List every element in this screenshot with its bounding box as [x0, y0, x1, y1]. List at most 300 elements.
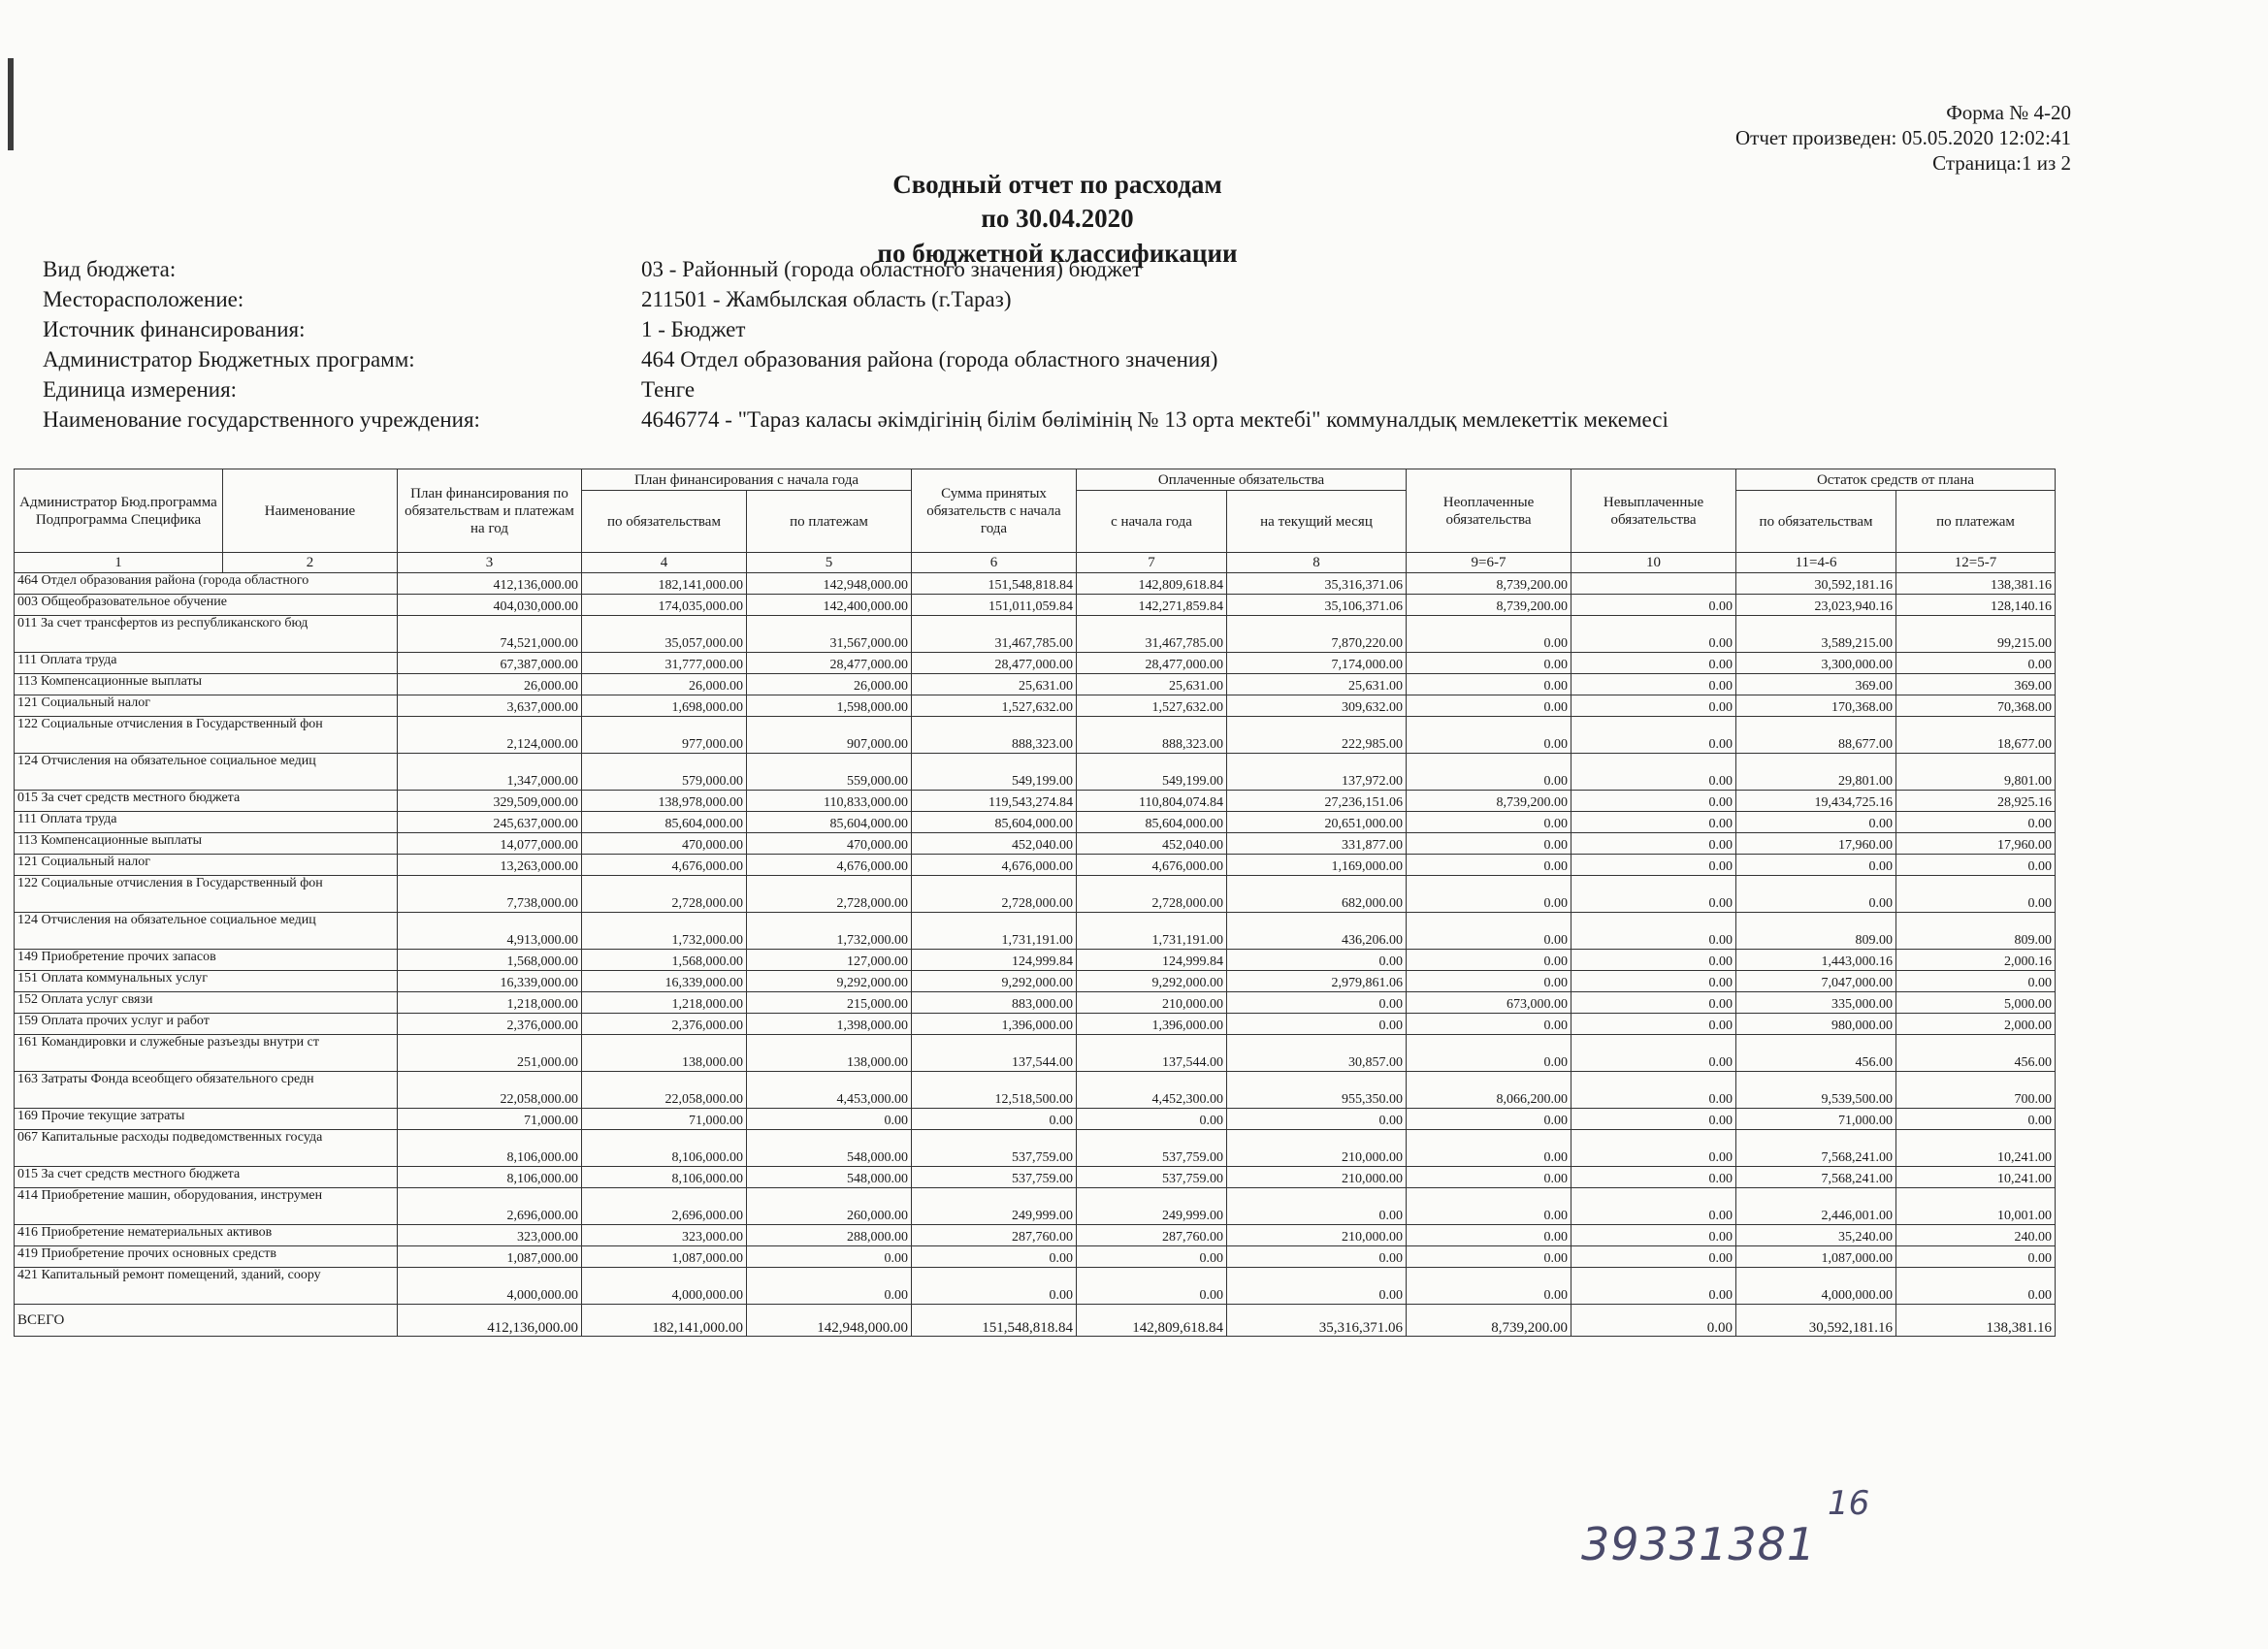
row-name: 011 За счет трансфертов из республиканского бюд — [15, 616, 398, 653]
row-cell: 0.00 — [1407, 855, 1571, 876]
row-cell: 0.00 — [1571, 1167, 1736, 1188]
col-number: 3 — [398, 553, 582, 573]
row-name: 159 Оплата прочих услуг и работ — [15, 1014, 398, 1035]
row-cell: 0.00 — [1896, 1268, 2056, 1305]
col-number: 11=4-6 — [1736, 553, 1896, 573]
row-cell: 88,677.00 — [1736, 717, 1896, 754]
row-name: 067 Капитальные расходы подведомственных госуда — [15, 1130, 398, 1167]
row-cell: 309,632.00 — [1227, 695, 1407, 717]
row-cell: 288,000.00 — [747, 1225, 912, 1246]
row-cell: 245,637,000.00 — [398, 812, 582, 833]
row-cell: 251,000.00 — [398, 1035, 582, 1072]
row-cell: 9,292,000.00 — [747, 971, 912, 992]
row-cell: 980,000.00 — [1736, 1014, 1896, 1035]
row-cell — [1571, 573, 1736, 595]
row-cell: 0.00 — [1407, 812, 1571, 833]
total-cell: 142,948,000.00 — [747, 1305, 912, 1337]
info-value: Тенге — [641, 377, 696, 402]
row-cell: 1,169,000.00 — [1227, 855, 1407, 876]
row-cell: 809.00 — [1896, 913, 2056, 950]
header-col5: по платежам — [747, 491, 912, 553]
row-cell: 170,368.00 — [1736, 695, 1896, 717]
row-cell: 215,000.00 — [747, 992, 912, 1014]
row-cell: 124,999.84 — [1077, 950, 1227, 971]
row-cell: 0.00 — [1571, 1225, 1736, 1246]
row-cell: 1,731,191.00 — [1077, 913, 1227, 950]
row-cell: 452,040.00 — [912, 833, 1077, 855]
row-cell: 1,598,000.00 — [747, 695, 912, 717]
row-cell: 0.00 — [1227, 1109, 1407, 1130]
row-cell: 1,732,000.00 — [582, 913, 747, 950]
info-label: Наименование государственного учреждения: — [43, 407, 480, 432]
row-cell: 549,199.00 — [912, 754, 1077, 791]
row-cell: 2,696,000.00 — [582, 1188, 747, 1225]
row-cell: 138,381.16 — [1896, 573, 2056, 595]
row-cell: 71,000.00 — [582, 1109, 747, 1130]
row-cell: 456.00 — [1736, 1035, 1896, 1072]
row-cell: 0.00 — [1571, 754, 1736, 791]
row-cell: 1,527,632.00 — [1077, 695, 1227, 717]
row-cell: 31,777,000.00 — [582, 653, 747, 674]
total-row — [15, 1305, 2056, 1337]
col-number: 12=5-7 — [1896, 553, 2056, 573]
row-cell: 17,960.00 — [1896, 833, 2056, 855]
row-cell: 151,548,818.84 — [912, 573, 1077, 595]
header-col12: по платежам — [1896, 491, 2056, 553]
table-row — [15, 717, 2056, 754]
row-cell: 0.00 — [1571, 855, 1736, 876]
row-cell: 138,000.00 — [747, 1035, 912, 1072]
row-cell: 13,263,000.00 — [398, 855, 582, 876]
table-row — [15, 595, 2056, 616]
row-cell: 9,539,500.00 — [1736, 1072, 1896, 1109]
row-cell: 35,240.00 — [1736, 1225, 1896, 1246]
row-cell: 0.00 — [912, 1246, 1077, 1268]
row-cell: 0.00 — [1571, 1246, 1736, 1268]
row-cell: 287,760.00 — [1077, 1225, 1227, 1246]
row-cell: 1,087,000.00 — [1736, 1246, 1896, 1268]
row-cell: 2,376,000.00 — [398, 1014, 582, 1035]
row-cell: 673,000.00 — [1407, 992, 1571, 1014]
info-label: Месторасположение: — [43, 287, 244, 311]
row-cell: 142,809,618.84 — [1077, 573, 1227, 595]
row-cell: 1,218,000.00 — [398, 992, 582, 1014]
row-cell: 1,218,000.00 — [582, 992, 747, 1014]
row-cell: 110,804,074.84 — [1077, 791, 1227, 812]
total-cell: 412,136,000.00 — [398, 1305, 582, 1337]
row-cell: 1,568,000.00 — [398, 950, 582, 971]
row-cell: 31,467,785.00 — [912, 616, 1077, 653]
row-cell: 210,000.00 — [1077, 992, 1227, 1014]
row-cell: 110,833,000.00 — [747, 791, 912, 812]
row-cell: 0.00 — [1571, 876, 1736, 913]
table-row — [15, 833, 2056, 855]
header-group-plan: План финансирования с начала года — [582, 469, 912, 491]
header-group-paid: Оплаченные обязательства — [1077, 469, 1407, 491]
col-number: 8 — [1227, 553, 1407, 573]
row-cell: 4,676,000.00 — [912, 855, 1077, 876]
row-cell: 19,434,725.16 — [1736, 791, 1896, 812]
row-cell: 883,000.00 — [912, 992, 1077, 1014]
row-name: 015 За счет средств местного бюджета — [15, 1167, 398, 1188]
row-cell: 8,739,200.00 — [1407, 595, 1571, 616]
row-cell: 682,000.00 — [1227, 876, 1407, 913]
row-name: 015 За счет средств местного бюджета — [15, 791, 398, 812]
row-cell: 210,000.00 — [1227, 1167, 1407, 1188]
row-cell: 1,396,000.00 — [1077, 1014, 1227, 1035]
row-cell: 2,728,000.00 — [1077, 876, 1227, 913]
table-row — [15, 791, 2056, 812]
row-cell: 4,000,000.00 — [1736, 1268, 1896, 1305]
row-cell: 142,948,000.00 — [747, 573, 912, 595]
row-name: 003 Общеобразовательное обучение — [15, 595, 398, 616]
row-cell: 323,000.00 — [398, 1225, 582, 1246]
row-cell: 35,057,000.00 — [582, 616, 747, 653]
col-number: 7 — [1077, 553, 1227, 573]
col-number: 5 — [747, 553, 912, 573]
row-cell: 31,567,000.00 — [747, 616, 912, 653]
row-name: 414 Приобретение машин, оборудования, инструмен — [15, 1188, 398, 1225]
row-cell: 470,000.00 — [747, 833, 912, 855]
row-name: 122 Социальные отчисления в Государственный фон — [15, 876, 398, 913]
info-value: 03 - Районный (города областного значения) бюджет — [641, 257, 1142, 281]
row-cell: 0.00 — [912, 1268, 1077, 1305]
row-cell: 0.00 — [1571, 1268, 1736, 1305]
table-row — [15, 674, 2056, 695]
page-number: Страница:1 из 2 — [1932, 151, 2071, 175]
row-name: 121 Социальный налог — [15, 855, 398, 876]
row-cell: 888,323.00 — [912, 717, 1077, 754]
row-cell: 29,801.00 — [1736, 754, 1896, 791]
row-cell: 0.00 — [1227, 1268, 1407, 1305]
col-number: 6 — [912, 553, 1077, 573]
row-cell: 137,544.00 — [912, 1035, 1077, 1072]
table-row — [15, 1109, 2056, 1130]
row-cell: 3,300,000.00 — [1736, 653, 1896, 674]
row-cell: 1,087,000.00 — [582, 1246, 747, 1268]
row-cell: 335,000.00 — [1736, 992, 1896, 1014]
row-cell: 124,999.84 — [912, 950, 1077, 971]
row-cell: 470,000.00 — [582, 833, 747, 855]
row-cell: 0.00 — [1896, 1109, 2056, 1130]
row-cell: 548,000.00 — [747, 1167, 912, 1188]
row-cell: 0.00 — [1571, 812, 1736, 833]
row-cell: 2,000.16 — [1896, 950, 2056, 971]
row-name: 151 Оплата коммунальных услуг — [15, 971, 398, 992]
table-row — [15, 950, 2056, 971]
row-cell: 0.00 — [1571, 791, 1736, 812]
row-cell: 7,568,241.00 — [1736, 1167, 1896, 1188]
col-number: 2 — [223, 553, 398, 573]
row-name: 421 Капитальный ремонт помещений, зданий, соору — [15, 1268, 398, 1305]
row-cell: 142,271,859.84 — [1077, 595, 1227, 616]
row-cell: 0.00 — [1407, 616, 1571, 653]
row-cell: 8,106,000.00 — [582, 1130, 747, 1167]
row-cell: 0.00 — [1407, 1268, 1571, 1305]
row-cell: 700.00 — [1896, 1072, 2056, 1109]
row-cell: 7,568,241.00 — [1736, 1130, 1896, 1167]
row-cell: 0.00 — [1407, 876, 1571, 913]
row-name: 464 Отдел образования района (города областного — [15, 573, 398, 595]
row-cell: 138,978,000.00 — [582, 791, 747, 812]
row-cell: 0.00 — [1227, 1188, 1407, 1225]
row-cell: 99,215.00 — [1896, 616, 2056, 653]
row-cell: 142,400,000.00 — [747, 595, 912, 616]
header-col10: Невыплаченные обязательства — [1571, 469, 1736, 553]
info-value: 4646774 - "Тараз каласы әкімдігінің білім бөлімінің № 13 орта мектебі" коммуналдық мемлекеттік мекемесі — [641, 407, 1669, 432]
row-cell: 1,396,000.00 — [912, 1014, 1077, 1035]
row-cell: 0.00 — [1407, 1014, 1571, 1035]
table-row — [15, 1167, 2056, 1188]
row-cell: 9,292,000.00 — [1077, 971, 1227, 992]
row-cell: 1,731,191.00 — [912, 913, 1077, 950]
row-cell: 4,000,000.00 — [582, 1268, 747, 1305]
row-cell: 7,738,000.00 — [398, 876, 582, 913]
row-cell: 0.00 — [1571, 950, 1736, 971]
total-cell: 30,592,181.16 — [1736, 1305, 1896, 1337]
table-row — [15, 1246, 2056, 1268]
row-cell: 0.00 — [1571, 595, 1736, 616]
row-cell: 85,604,000.00 — [747, 812, 912, 833]
table-row — [15, 1130, 2056, 1167]
row-cell: 1,527,632.00 — [912, 695, 1077, 717]
row-cell: 67,387,000.00 — [398, 653, 582, 674]
row-name: 169 Прочие текущие затраты — [15, 1109, 398, 1130]
info-label: Вид бюджета: — [43, 257, 177, 281]
row-cell: 2,728,000.00 — [582, 876, 747, 913]
row-cell: 0.00 — [1571, 992, 1736, 1014]
row-cell: 0.00 — [1571, 1014, 1736, 1035]
row-cell: 222,985.00 — [1227, 717, 1407, 754]
report-generated: Отчет произведен: 05.05.2020 12:02:41 — [1734, 126, 2071, 149]
row-cell: 0.00 — [1571, 695, 1736, 717]
table-row — [15, 1268, 2056, 1305]
row-cell: 0.00 — [1571, 653, 1736, 674]
row-cell: 2,696,000.00 — [398, 1188, 582, 1225]
row-cell: 548,000.00 — [747, 1130, 912, 1167]
row-cell: 3,637,000.00 — [398, 695, 582, 717]
row-cell: 71,000.00 — [1736, 1109, 1896, 1130]
row-cell: 35,106,371.06 — [1227, 595, 1407, 616]
table-row — [15, 1014, 2056, 1035]
row-cell: 329,509,000.00 — [398, 791, 582, 812]
row-cell: 412,136,000.00 — [398, 573, 582, 595]
row-cell: 7,870,220.00 — [1227, 616, 1407, 653]
total-cell: 182,141,000.00 — [582, 1305, 747, 1337]
row-cell: 249,999.00 — [912, 1188, 1077, 1225]
scan-edge-mark — [8, 58, 14, 150]
total-cell: 151,548,818.84 — [912, 1305, 1077, 1337]
table-row — [15, 754, 2056, 791]
row-cell: 0.00 — [1077, 1109, 1227, 1130]
row-cell: 71,000.00 — [398, 1109, 582, 1130]
row-cell: 182,141,000.00 — [582, 573, 747, 595]
row-cell: 26,000.00 — [582, 674, 747, 695]
row-cell: 0.00 — [1896, 812, 2056, 833]
row-cell: 7,174,000.00 — [1227, 653, 1407, 674]
table-row — [15, 695, 2056, 717]
row-cell: 7,047,000.00 — [1736, 971, 1896, 992]
row-cell: 2,124,000.00 — [398, 717, 582, 754]
row-cell: 0.00 — [1407, 971, 1571, 992]
table-row — [15, 653, 2056, 674]
row-cell: 0.00 — [1407, 1035, 1571, 1072]
row-cell: 2,728,000.00 — [747, 876, 912, 913]
row-cell: 0.00 — [1571, 1109, 1736, 1130]
row-cell: 137,972.00 — [1227, 754, 1407, 791]
row-cell: 369.00 — [1736, 674, 1896, 695]
row-cell: 369.00 — [1896, 674, 2056, 695]
header-col7: с начала года — [1077, 491, 1227, 553]
row-cell: 0.00 — [1407, 695, 1571, 717]
row-cell: 28,477,000.00 — [1077, 653, 1227, 674]
table-row — [15, 616, 2056, 653]
row-cell: 26,000.00 — [398, 674, 582, 695]
row-cell: 0.00 — [1896, 971, 2056, 992]
row-cell: 2,446,001.00 — [1736, 1188, 1896, 1225]
header-col11: по обязательствам — [1736, 491, 1896, 553]
row-cell: 0.00 — [1571, 1130, 1736, 1167]
row-cell: 1,398,000.00 — [747, 1014, 912, 1035]
header-col3: План финансирования по обязательствам и платежам на год — [398, 469, 582, 553]
row-cell: 2,728,000.00 — [912, 876, 1077, 913]
row-cell: 0.00 — [747, 1268, 912, 1305]
row-name: 161 Командировки и служебные разъезды внутри ст — [15, 1035, 398, 1072]
handwritten-cents: 16 — [1828, 1484, 1870, 1523]
row-cell: 25,631.00 — [1227, 674, 1407, 695]
row-cell: 0.00 — [1407, 717, 1571, 754]
row-cell: 0.00 — [1571, 913, 1736, 950]
header-col6: Сумма принятых обязательств с начала года — [912, 469, 1077, 553]
header-col8: на текущий месяц — [1227, 491, 1407, 553]
row-cell: 14,077,000.00 — [398, 833, 582, 855]
row-cell: 0.00 — [1407, 1246, 1571, 1268]
row-cell: 537,759.00 — [912, 1130, 1077, 1167]
row-cell: 1,443,000.16 — [1736, 950, 1896, 971]
table-row — [15, 971, 2056, 992]
row-cell: 977,000.00 — [582, 717, 747, 754]
row-cell: 8,739,200.00 — [1407, 573, 1571, 595]
row-cell: 0.00 — [1227, 950, 1407, 971]
row-cell: 0.00 — [1077, 1246, 1227, 1268]
row-cell: 1,347,000.00 — [398, 754, 582, 791]
row-cell: 23,023,940.16 — [1736, 595, 1896, 616]
row-cell: 0.00 — [1896, 876, 2056, 913]
column-number-row — [15, 553, 2056, 573]
row-cell: 907,000.00 — [747, 717, 912, 754]
row-cell: 0.00 — [1571, 1188, 1736, 1225]
table-row — [15, 1035, 2056, 1072]
total-label: ВСЕГО — [15, 1305, 398, 1337]
row-cell: 16,339,000.00 — [398, 971, 582, 992]
row-cell: 9,801.00 — [1896, 754, 2056, 791]
info-value: 211501 - Жамбылская область (г.Тараз) — [641, 287, 1012, 311]
row-cell: 10,001.00 — [1896, 1188, 2056, 1225]
row-cell: 0.00 — [1407, 653, 1571, 674]
row-cell: 537,759.00 — [1077, 1167, 1227, 1188]
row-cell: 0.00 — [747, 1246, 912, 1268]
table-row — [15, 876, 2056, 913]
row-cell: 151,011,059.84 — [912, 595, 1077, 616]
row-cell: 119,543,274.84 — [912, 791, 1077, 812]
row-cell: 28,477,000.00 — [912, 653, 1077, 674]
table-row — [15, 812, 2056, 833]
row-name: 419 Приобретение прочих основных средств — [15, 1246, 398, 1268]
row-name: 152 Оплата услуг связи — [15, 992, 398, 1014]
row-cell: 0.00 — [1571, 833, 1736, 855]
report-date: по 30.04.2020 — [981, 204, 1134, 233]
col-number: 4 — [582, 553, 747, 573]
row-cell: 174,035,000.00 — [582, 595, 747, 616]
row-cell: 888,323.00 — [1077, 717, 1227, 754]
row-cell: 579,000.00 — [582, 754, 747, 791]
info-value: 1 - Бюджет — [641, 317, 746, 341]
row-cell: 2,000.00 — [1896, 1014, 2056, 1035]
row-cell: 0.00 — [1077, 1268, 1227, 1305]
row-cell: 0.00 — [1736, 812, 1896, 833]
header-col9: Неоплаченные обязательства — [1407, 469, 1571, 553]
handwritten-total: 39331381 — [1581, 1518, 1817, 1570]
row-cell: 85,604,000.00 — [1077, 812, 1227, 833]
row-cell: 28,477,000.00 — [747, 653, 912, 674]
row-cell: 8,106,000.00 — [398, 1130, 582, 1167]
row-cell: 809.00 — [1736, 913, 1896, 950]
expense-report-table — [14, 469, 2056, 1337]
total-cell: 0.00 — [1571, 1305, 1736, 1337]
row-cell: 5,000.00 — [1896, 992, 2056, 1014]
row-cell: 0.00 — [1227, 1246, 1407, 1268]
row-name: 124 Отчисления на обязательное социальное медиц — [15, 754, 398, 791]
row-cell: 0.00 — [1407, 754, 1571, 791]
row-cell: 1,568,000.00 — [582, 950, 747, 971]
row-cell: 0.00 — [1407, 833, 1571, 855]
row-cell: 2,979,861.06 — [1227, 971, 1407, 992]
row-cell: 4,453,000.00 — [747, 1072, 912, 1109]
row-cell: 127,000.00 — [747, 950, 912, 971]
row-cell: 0.00 — [1407, 1109, 1571, 1130]
row-cell: 4,676,000.00 — [747, 855, 912, 876]
row-cell: 559,000.00 — [747, 754, 912, 791]
row-cell: 0.00 — [1407, 913, 1571, 950]
header-group-rest: Остаток средств от плана — [1736, 469, 2056, 491]
row-cell: 0.00 — [1896, 855, 2056, 876]
row-cell: 404,030,000.00 — [398, 595, 582, 616]
row-cell: 18,677.00 — [1896, 717, 2056, 754]
report-subtitle: по бюджетной классификации — [877, 239, 1238, 268]
row-cell: 138,000.00 — [582, 1035, 747, 1072]
total-cell: 142,809,618.84 — [1077, 1305, 1227, 1337]
table-row — [15, 992, 2056, 1014]
table-row — [15, 573, 2056, 595]
row-cell: 0.00 — [1571, 1035, 1736, 1072]
row-cell: 549,199.00 — [1077, 754, 1227, 791]
info-label: Единица измерения: — [43, 377, 238, 402]
row-cell: 0.00 — [1571, 674, 1736, 695]
row-cell: 0.00 — [1571, 971, 1736, 992]
total-cell: 138,381.16 — [1896, 1305, 2056, 1337]
row-cell: 0.00 — [1736, 855, 1896, 876]
row-cell: 4,676,000.00 — [582, 855, 747, 876]
row-cell: 0.00 — [1571, 616, 1736, 653]
table-row — [15, 855, 2056, 876]
row-cell: 25,631.00 — [1077, 674, 1227, 695]
row-cell: 30,592,181.16 — [1736, 573, 1896, 595]
row-cell: 210,000.00 — [1227, 1225, 1407, 1246]
row-cell: 240.00 — [1896, 1225, 2056, 1246]
row-cell: 0.00 — [747, 1109, 912, 1130]
row-cell: 22,058,000.00 — [398, 1072, 582, 1109]
row-name: 111 Оплата труда — [15, 812, 398, 833]
